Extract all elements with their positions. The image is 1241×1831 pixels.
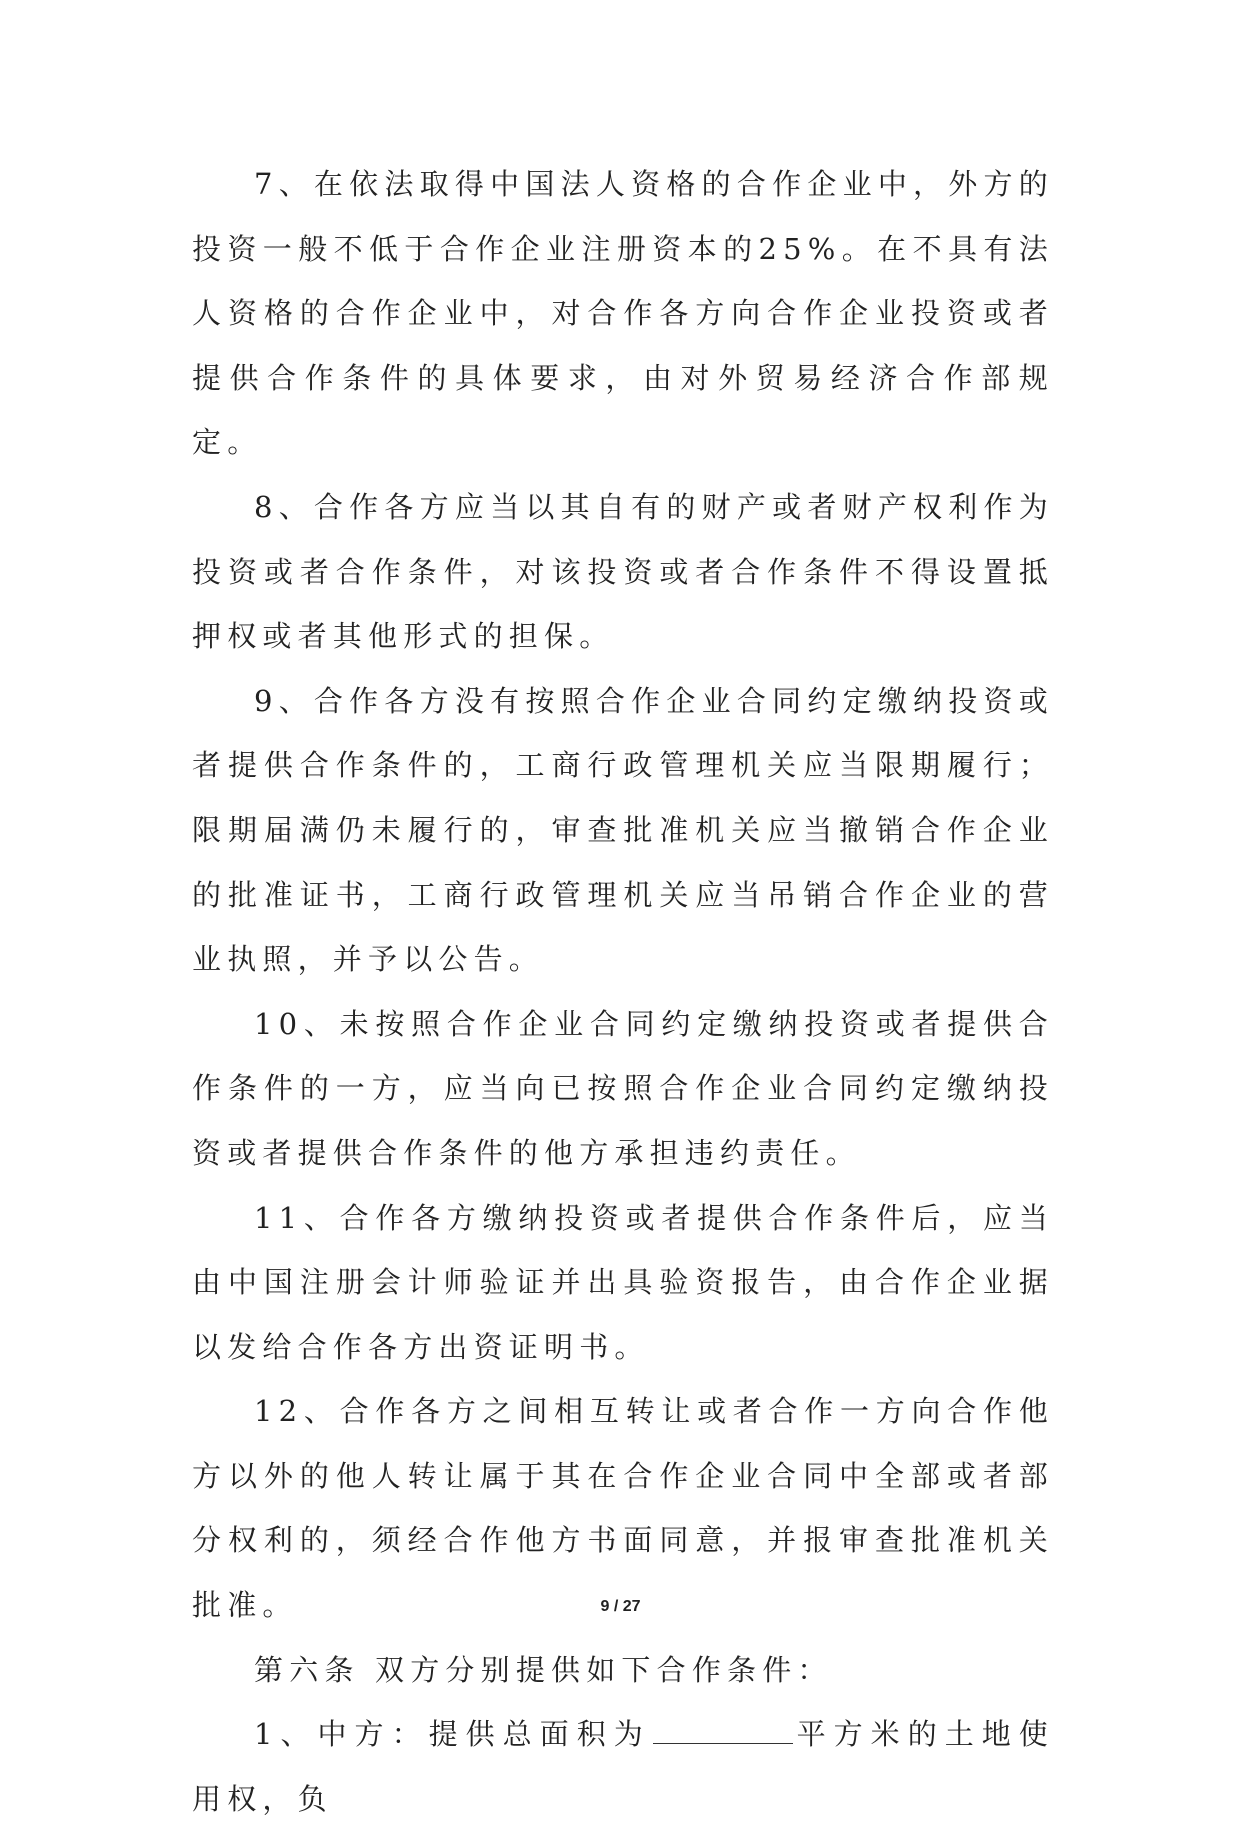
paragraph-chinese-party-condition [192,1702,1054,1831]
article-6-heading: 第六条 双方分别提供如下合作条件： [254,1652,833,1687]
page-number: 9 / 27 [600,1598,641,1615]
paragraph-clause-11: 11、合作各方缴纳投资或者提供合作条件后，应当由中国注册会计师验证并出具验资报告，由合作企业据以发给合作各方出资证明书。 [192,1200,1054,1364]
paragraph-clause-10: 10、未按照合作企业合同约定缴纳投资或者提供合作条件的一方，应当向已按照合作企业合同约定缴纳投资或者提供合作条件的他方承担违约责任。 [192,1006,1054,1170]
clause-text-after-blank: 平方米的土地使用权，负 [192,1717,1054,1816]
paragraph-clause-8: 8、合作各方应当以其自有的财产或者财产权利作为投资或者合作条件，对该投资或者合作条件不得设置抵押权或者其他形式的担保。 [192,489,1054,654]
clause-text-before-blank: 1、中方：提供总面积为 [254,1717,651,1752]
paragraph-clause-7: 7、在依法取得中国法人资格的合作企业中，外方的投资一般不低于合作企业注册资本的25%。在不具有法人资格的合作企业中，对合作各方向合作企业投资或者提供合作条件的具体要求，由对外贸易经济合作部规定。 [192,167,1054,460]
paragraph-clause-9: 9、合作各方没有按照合作企业合同约定缴纳投资或者提供合作条件的，工商行政管理机关应当限期履行；限期届满仍未履行的，审查批准机关应当撤销合作企业的批准证书，工商行政管理机关应当吊销合作企业的营业执照，并予以公告。 [192,683,1054,977]
paragraph-clause-12: 12、合作各方之间相互转让或者合作一方向合作他方以外的他人转让属于其在合作企业合同中全部或者部分权利的，须经合作他方书面同意，并报审查批准机关批准。 [192,1394,1054,1623]
document-body [192,152,1054,1831]
fill-in-blank-area [653,1717,793,1744]
